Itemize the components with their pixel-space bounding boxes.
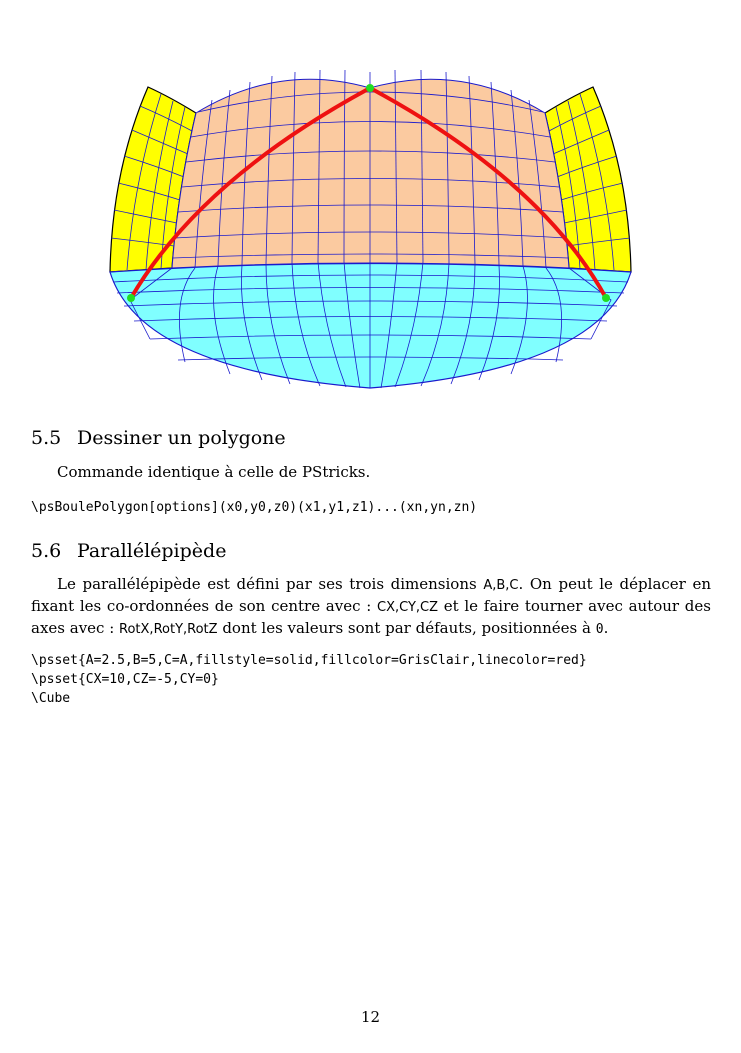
section-number: 5.5	[31, 427, 62, 449]
section-title: Parallélépipède	[77, 540, 227, 562]
section-text: Commande identique à celle de PStricks.	[57, 463, 371, 481]
floor	[110, 262, 631, 388]
section-heading-5-5	[31, 427, 286, 449]
text-run: dont les valeurs sont par défauts, positionnées à	[217, 619, 596, 637]
code-line: \psBoulePolygon[options](x0,y0,z0)(x1,y1,z1)...(xn,yn,zn)	[31, 500, 478, 515]
section-paragraph	[31, 574, 711, 640]
text-run: Le parallélépipède est défini par ses trois dimensions	[57, 575, 484, 593]
vertex-point	[602, 294, 610, 302]
vertex-point	[366, 84, 374, 92]
text-run: et le faire tourner avec autour des axes avec :	[31, 597, 711, 637]
page-number: 12	[360, 1008, 381, 1026]
section-title: Dessiner un polygone	[77, 427, 286, 449]
section-number: 5.6	[31, 540, 62, 562]
rot-term: RotX,RotY,RotZ	[119, 622, 218, 637]
code-line: \psset{A=2.5,B=5,C=A,fillstyle=solid,fillcolor=GrisClair,linecolor=red}	[31, 653, 587, 668]
text-run: . On peut le déplacer en fixant les co-ordonnées de son centre avec :	[31, 575, 711, 615]
code-line: \Cube	[31, 691, 71, 706]
dims-term: A,B,C	[483, 578, 519, 593]
code-line: \psset{CX=10,CZ=-5,CY=0}	[31, 672, 219, 687]
spherical-room-figure	[0, 0, 741, 400]
zero-term: 0	[595, 622, 604, 637]
center-term: CX,CY,CZ	[377, 600, 439, 615]
section-heading-5-6	[31, 540, 226, 562]
vertex-point	[127, 294, 135, 302]
back-wall	[172, 70, 569, 268]
text-run: .	[603, 619, 609, 637]
